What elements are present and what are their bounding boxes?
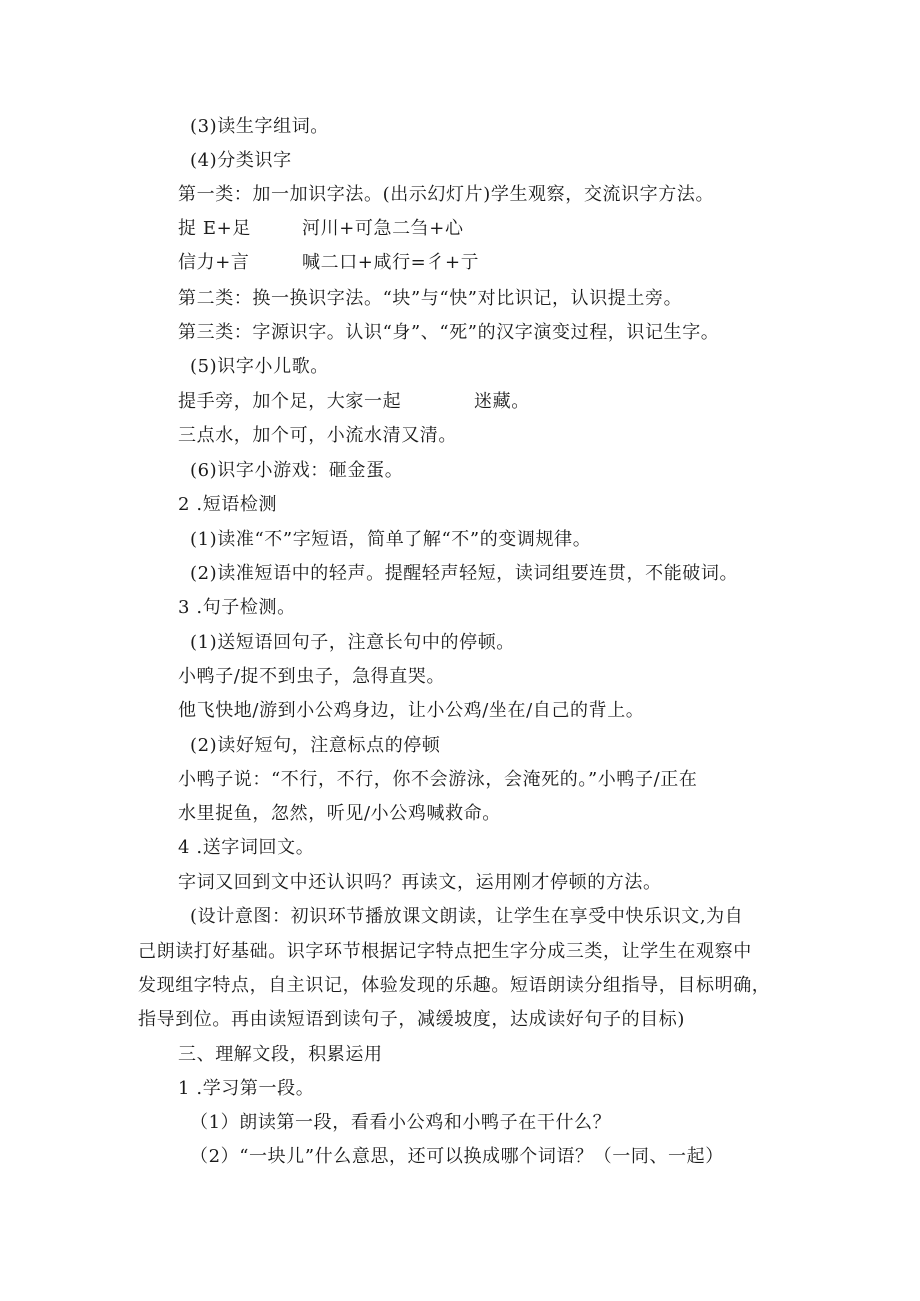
design-note: (设计意图：初识环节播放课文朗读，让学生在享受中快乐识文,为自 — [190, 906, 744, 927]
text-line: （1）朗读第一段，看看小公鸡和小鸭子在干什么？ — [190, 1112, 612, 1133]
formula-right: 河川+可急二刍+心 — [302, 218, 464, 239]
section-heading: 1 .学习第一段。 — [178, 1078, 315, 1099]
text-line: 他飞快地/游到小公鸡身边，让小公鸡/坐在/自己的背上。 — [178, 700, 645, 721]
text-line: (3)读生字组词。 — [190, 116, 329, 137]
text-line: (2)读好短句，注意标点的停顿 — [190, 735, 441, 756]
design-note: 己朗读打好基础。识字环节根据记字特点把生字分成三类，让学生在观察中 — [138, 941, 752, 962]
formula-row — [178, 217, 778, 241]
text-line: (1)送短语回句子，注意长句中的停顿。 — [190, 632, 515, 653]
text-line: (1)读准“不”字短语，简单了解“不”的变调规律。 — [190, 529, 592, 550]
text-line: 第二类：换一换识字法。“块”与“快”对比识记，认识提土旁。 — [178, 288, 683, 309]
formula-row — [178, 251, 778, 275]
section-heading: 4 .送字词回文。 — [178, 837, 315, 858]
text-line: 第一类：加一加识字法。(出示幻灯片)学生观察，交流识字方法。 — [178, 184, 715, 205]
text-line: (2)读准短语中的轻声。提醒轻声轻短，读词组要连贯，不能破词。 — [190, 563, 739, 584]
formula-left: 信力+言 — [178, 252, 250, 273]
text-line: 小鸭子说：“不行，不行，你不会游泳，会淹死的。”小鸭子/正在 — [178, 769, 698, 790]
text-line: (6)识字小游戏：砸金蛋。 — [190, 460, 404, 481]
text-line: 第三类：字源识字。认识“身”、“死”的汉字演变过程，识记生字。 — [178, 322, 720, 343]
design-note: 指导到位。再由读短语到读句子，减缓坡度，达成读好句子的目标) — [138, 1009, 686, 1030]
section-heading: 3 .句子检测。 — [178, 597, 296, 618]
text-line: 水里捉鱼，忽然，听见/小公鸡喊救命。 — [178, 803, 501, 824]
rhyme-part-2: 迷藏。 — [474, 391, 530, 412]
text-line: (5)识字小儿歌。 — [190, 356, 329, 377]
text-line: 小鸭子/捉不到虫子，急得直哭。 — [178, 666, 446, 687]
text-line: 三点水，加个可，小流水清又清。 — [178, 425, 457, 446]
text-line: 字词又回到文中还认识吗？再读文，运用刚才停顿的方法。 — [178, 872, 662, 893]
text-line — [178, 390, 778, 414]
text-line: (4)分类识字 — [190, 150, 292, 171]
design-note: 发现组字特点，自主识记，体验发现的乐趣。短语朗读分组指导，目标明确， — [138, 975, 771, 996]
formula-right: 喊二口+咸行=彳+亍 — [302, 252, 480, 273]
text-line: （2）“一块儿”什么意思，还可以换成哪个词语？（一同、一起） — [190, 1146, 724, 1167]
formula-left: 捉 E+足 — [178, 218, 251, 239]
section-heading: 2 .短语检测 — [178, 494, 278, 515]
section-heading: 三、理解文段，积累运用 — [178, 1044, 383, 1065]
rhyme-part-1: 提手旁，加个足，大家一起 — [178, 391, 402, 412]
